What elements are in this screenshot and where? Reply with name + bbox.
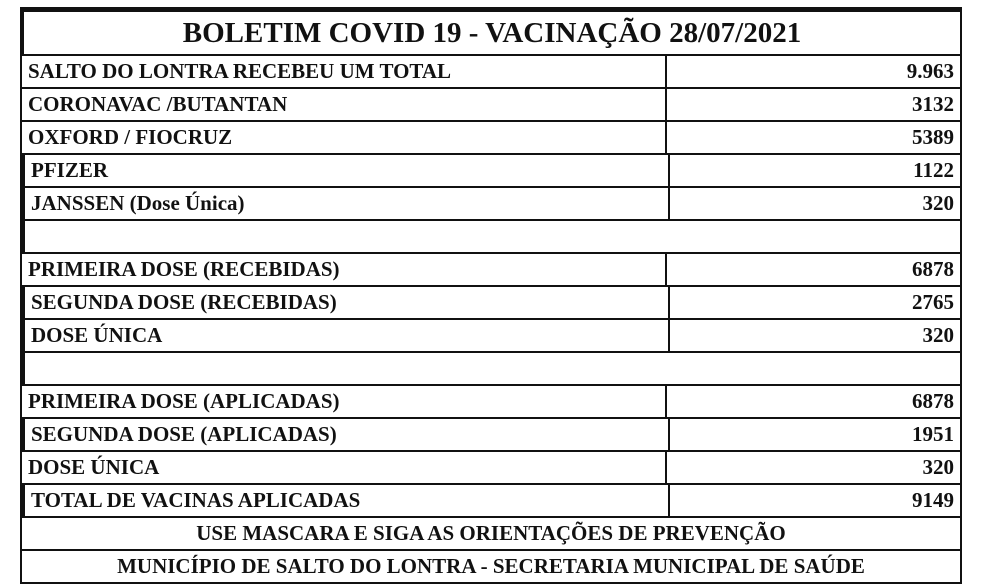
- row-label: PRIMEIRA DOSE (APLICADAS): [22, 386, 667, 417]
- row-label: SALTO DO LONTRA RECEBEU UM TOTAL: [22, 56, 667, 87]
- row-value: 320: [922, 191, 954, 215]
- bulletin-title: BOLETIM COVID 19 - VACINAÇÃO 28/07/2021: [20, 12, 960, 56]
- row-label: SEGUNDA DOSE (RECEBIDAS): [25, 287, 670, 318]
- row-value: 320: [922, 323, 954, 347]
- table-row: [20, 155, 960, 188]
- table-row: [22, 89, 960, 122]
- municipality-credit: MUNICÍPIO DE SALTO DO LONTRA - SECRETARIA MUNICIPAL DE SAÚDE: [117, 554, 865, 578]
- spacer-row: [20, 353, 960, 386]
- table-row: [22, 56, 960, 89]
- table-row: [22, 122, 960, 155]
- spacer-row: [20, 221, 960, 254]
- table-row: [20, 287, 960, 320]
- row-value: 9.963: [906, 59, 954, 83]
- table-row: [22, 386, 960, 419]
- prevention-notice: USE MASCARA E SIGA AS ORIENTAÇÕES DE PREVENÇÃO: [22, 518, 960, 551]
- row-value: 2765: [912, 290, 954, 314]
- row-value: 9149: [912, 488, 954, 512]
- row-label: PRIMEIRA DOSE (RECEBIDAS): [22, 254, 667, 285]
- row-label: DOSE ÚNICA: [22, 452, 667, 483]
- row-label: OXFORD / FIOCRUZ: [22, 122, 667, 153]
- table-row: [20, 419, 960, 452]
- row-value: 1122: [913, 158, 954, 182]
- vaccination-bulletin-table: [20, 7, 962, 584]
- row-value: 6878: [912, 389, 954, 413]
- table-row-total: [20, 485, 960, 518]
- row-label: PFIZER: [25, 155, 670, 186]
- row-value: 1951: [912, 422, 954, 446]
- table-row: [22, 452, 960, 485]
- row-value: 5389: [912, 125, 954, 149]
- row-label: JANSSEN (Dose Única): [25, 188, 670, 219]
- row-label: CORONAVAC /BUTANTAN: [22, 89, 667, 120]
- row-label: TOTAL DE VACINAS APLICADAS: [25, 485, 670, 516]
- table-row: [20, 320, 960, 353]
- row-value: 320: [922, 455, 954, 479]
- row-value: 6878: [912, 257, 954, 281]
- table-row: [20, 188, 960, 221]
- row-label: SEGUNDA DOSE (APLICADAS): [25, 419, 670, 450]
- row-value: 3132: [912, 92, 954, 116]
- row-label: DOSE ÚNICA: [25, 320, 670, 351]
- table-row: [22, 254, 960, 287]
